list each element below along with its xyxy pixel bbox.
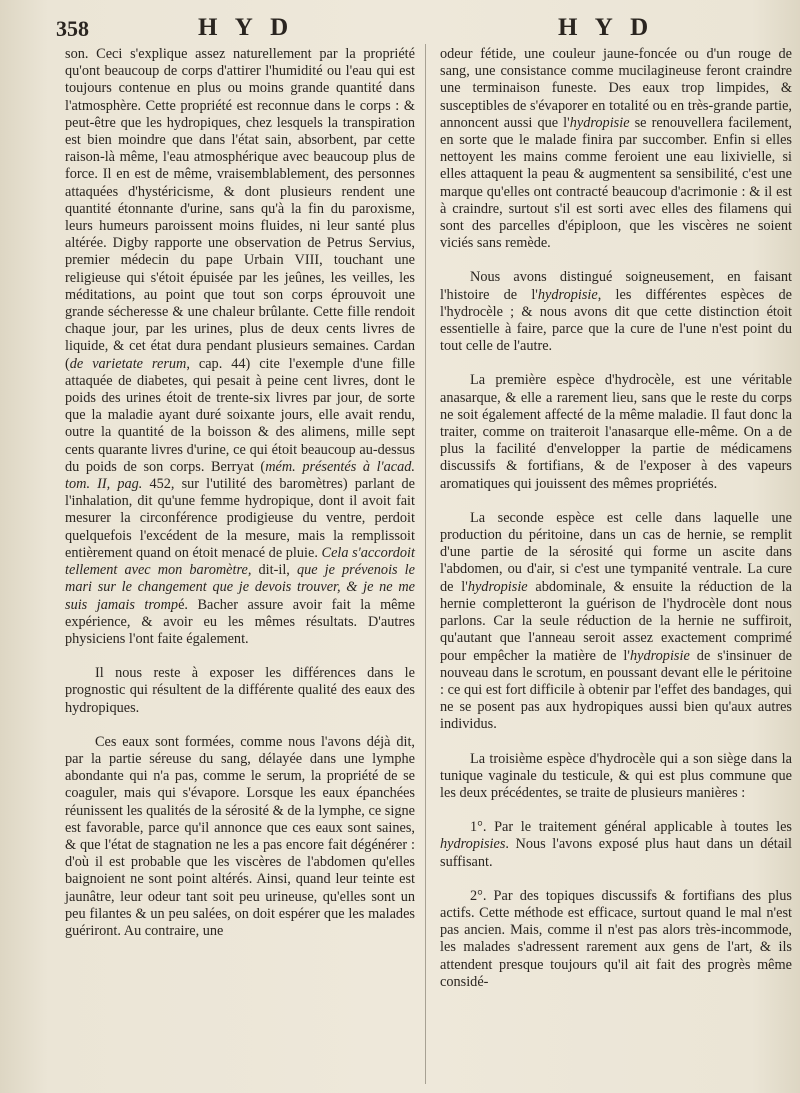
- paragraph: 2°. Par des topiques discussifs & fortifians des plus actifs. Cette méthode est efficace, surtout quand le mal n'est pas ancien. Mais, comme il n'est pas alors très-incommode, les malades s'adressent rarement aux gens de l'art, & ils attendent presque toujours qu'il ait fait des progrès même considé-: [440, 887, 792, 990]
- text-run: 452, sur l'utilité des baromètres) parlant de l'inhalation, dit qu'une femme hydropique, dont il avoit fait mesurer la circonférence prodigieuse du ventre, perdoit quelquefois l'excédent de la mesure, mais la remplissoit entièrement quand on étoit menacé de pluie.: [65, 476, 415, 561]
- paragraph: La première espèce d'hydrocèle, est une véritable anasarque, & elle a rarement lieu, sans que le reste du corps ne soit également affecté de la même maladie. Il faut donc la traiter, comme on traiteroit l'anasarque elle-même. On a de plus la facilité d'envelopper la partie de médicamens discussifs & fortifians, & de l'exposer à des vapeurs aromatiques qui jouissent des mêmes propriétés.: [440, 372, 792, 492]
- paragraph: [440, 819, 792, 871]
- paragraph: Ces eaux sont formées, comme nous l'avons déjà dit, par la partie séreuse du sang, délayée dans une lymphe abondante qui n'a pas, comme le serum, la propriété de se coaguler, mais qui s'évapore. Lorsque les eaux épanchées réunissent les qualités de la sérosité & de la lymphe, ce signe est favorable, parce qu'il annonce que ces eaux sont saines, & que l'état de stagnation ne les a pas encore fait dégénérer : d'où il est probable que les viscères de l'abdomen qu'elles baignoient ne sont point altérés. Ainsi, quand leur teinte est jaunâtre, leur odeur tant soit peu urineuse, qu'elles sont un peu filantes & un peu salées, on doit espérer que les malades guériront. Au contraire, une: [65, 733, 415, 939]
- left-column: [65, 46, 415, 940]
- italic-citation: mém. présentés à l'acad. tom. II, pag.: [65, 458, 415, 493]
- paragraph: Il nous reste à exposer les différences dans le prognostic qui résultent de la différente qualité des eaux des hydropiques.: [65, 665, 415, 716]
- paragraph: La troisième espèce d'hydrocèle qui a son siège dans la tunique vaginale du testicule, & qui est plus commune que les deux précédentes, se traite de plusieurs manières :: [440, 750, 792, 801]
- italic-term: hydropisie: [629, 647, 690, 664]
- italic-term: hydropisie: [569, 114, 630, 131]
- page-header: [0, 8, 800, 48]
- italic-term: hydropisies: [440, 836, 506, 853]
- italic-quote: que je prévenois le mari sur le changement que je devois trouver, & je ne me suis jamais tromp: [65, 562, 415, 613]
- text-run: é. Bacher assure avoir fait la même expérience, & avoir eu les mêmes résultats. D'autres physiciens l'ont faite également.: [65, 596, 415, 647]
- text-run: , les différentes espèces de l'hydrocèle ; & nous avons dit que cette distinction étoit essentielle à faire, parce que la cure de l'une n'est point du tout celle de l'autre.: [440, 286, 793, 355]
- italic-term: hydropisie: [467, 578, 528, 595]
- text-run: , cap. 44) cite l'exemple d'une fille attaquée de diabetes, qui pesait à peine cent livres, dont le poids des urines étoit de trente-six livres par jour, de sorte que la maladie ayant duré soixante jours, elle avait rendu, outre la quantité de la boisson & des alimens, mille sept cents quarante livres d'urine, ce qui étoit beaucoup au-dessus du poids de son corps. Berryat (: [65, 355, 415, 475]
- page-number: 358: [56, 16, 89, 41]
- paragraph: [440, 46, 792, 252]
- text-run: abdominale, & ensuite la réduction de la hernie completteront la guérison de l'hydrocèle dont nous parlons. Car la seule réduction de la hernie ne suffiroit, qu'autant que l'anneau seroit assez exactement comprimé pour empêcher la matière de l': [440, 578, 792, 664]
- text-run: dit-il,: [251, 562, 290, 579]
- text-run: La seconde espèce est celle dans laquelle une production du péritoine, dans un cas de hernie, se remplit d'une partie de la sérosité qui forme un ascite dans l'abdomen, ou d'air, si c'est une tympanité ventrale. La cure de l': [440, 509, 792, 595]
- column-divider: [425, 44, 426, 1084]
- text-run: 1°. Par le traitement général applicable à toutes les: [470, 819, 792, 836]
- text-run: Nous avons distingué soigneusement, en faisant l'histoire de l': [440, 269, 792, 303]
- text-run: de s'insinuer de nouveau dans le scrotum, en poussant devant elle le péritoine : ce qui est fort difficile à obtenir par l'effet des bandages, qui ne se posent pas aux hydropiques aussi bien qu'aux autres individus.: [440, 647, 792, 733]
- right-column: [440, 46, 792, 991]
- paragraph: [440, 269, 792, 355]
- text-run: odeur fétide, une couleur jaune-foncée ou d'un rouge de sang, une consistance comme mucilagineuse feront craindre une terminaison funeste. Des eaux trop limpides, & susceptibles de s'évaporer en totalité ou en très-grande partie, annoncent aussi que l': [440, 46, 792, 131]
- italic-term: hydropisie: [537, 286, 598, 303]
- paragraph: [440, 510, 792, 734]
- paragraph: [65, 46, 415, 648]
- text-run: son. Ceci s'explique assez naturellement par la propriété qu'ont beaucoup de corps d'attirer l'humidité ou l'eau qui est toujours contenue en plus ou moins grande quantité dans l'atmosphère. Cette propriété est reconnue dans le corps : & peut-être que les hydropiques, chez lesquels la transpiration est bien moindre que dans l'état sain, absorbent, par cette raison-là même, l'eau atmosphérique avec beaucoup plus de force. Il en est de même, vraisemblablement, des personnes attaquées d'hystéricisme, & dont plusieurs rendent une quantité étonnante d'urine, sans qu'à la fin du paroxisme, leurs humeurs paroissent moins fluides, ni leur santé plus altérée. Digby rapporte une observation de Petrus Servius, premier médecin du pape Urbain VIII, touchant une religieuse qui s'étoit épuisée par les jeûnes, les veilles, les méditations, au point que tout son corps éprouvoit une grande sécheresse & une chaleur brûlante. Cette fille rendoit chaque jour, par les urines, plus de deux cents livres de liquide, & cet état dura pendant plusieurs semaines. Cardan (: [65, 46, 415, 372]
- running-head-right: H Y D: [558, 14, 655, 41]
- italic-citation: de varietate rerum: [69, 355, 187, 372]
- text-run: se renouvellera facilement, en sorte que le malade finira par succomber. Enfin si elles nettoyent les mains comme feroient une eau lixivielle, si elles attaquent la peau & augmentent sa sensibilité, c'est une marque qu'elles ont contracté beaucoup d'acrimonie : & il est à craindre, surtout s'il est sorti avec elles des filamens qui sont des parcelles d'épiploon, que les viscères ne soient viciés sans remède.: [440, 114, 793, 252]
- italic-quote: Cela s'accordoit tellement avec mon baromètre,: [65, 544, 415, 579]
- text-run: . Nous l'avons exposé plus haut dans un détail suffisant.: [440, 836, 792, 870]
- running-head-left: H Y D: [198, 14, 295, 41]
